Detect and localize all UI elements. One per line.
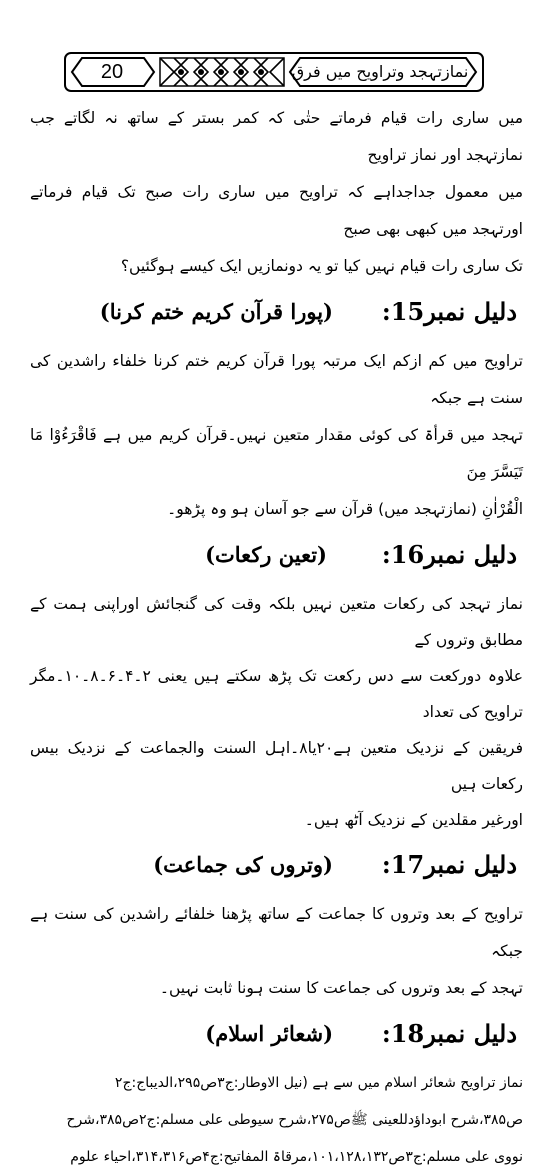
page-header bbox=[64, 52, 484, 92]
dalil-15-line-3: الْقُرْاٰنِ (نمازتہجد میں) قرآن سے جو آسان ہو وہ پڑھو۔ bbox=[167, 500, 523, 518]
dalil-16-line-2: علاوہ دورکعت سے دس رکعت تک پڑھ سکتے ہیں یعنی ۲۔۴۔۶۔۸۔۱۰۔مگر تراویح کی تعداد bbox=[30, 667, 523, 721]
intro-line-2: میں معمول جداجداہے کہ تراویح میں ساری رات صبح تک قیام فرماتے اورتہجد میں کبھی بھی صبح bbox=[30, 183, 523, 238]
dalil-15-line-2: تہجد میں قرأۃ کی کوئی مقدار متعین نہیں۔قرآن کریم میں ہے فَاقْرَءُوْا مَا تَیَسَّرَ مِنَ bbox=[30, 426, 523, 481]
dalil-16-heading bbox=[30, 534, 523, 582]
dalil-18-label: دلیل نمبر18: bbox=[381, 1019, 517, 1048]
dalil-18-line-2: ص۳۸۵،شرح ابوداؤدللعینی ﷺص۲۷۵،شرح سیوطی علی مسلم:ج۲ص۳۸۵،شرح bbox=[66, 1112, 523, 1128]
running-title: نمازتہجد وتراویح میں فرق bbox=[291, 62, 469, 81]
dalil-15-heading bbox=[30, 291, 523, 339]
dalil-15-topic: (پورا قرآن کریم ختم کرنا) bbox=[99, 299, 333, 324]
dalil-16-line-1: نماز تہجد کی رکعات متعین نہیں بلکہ وقت کی گنجائش اوراپنی ہمت کے مطابق وتروں کے bbox=[30, 595, 523, 649]
dalil-17-topic: (وتروں کی جماعت) bbox=[153, 852, 333, 877]
dalil-16-topic: (تعین رکعات) bbox=[205, 542, 327, 567]
dalil-17-line-1: تراویح کے بعد وتروں کا جماعت کے ساتھ پڑھنا خلفائے راشدین کی سنت ہے جبکہ bbox=[30, 905, 523, 960]
dalil-18-line-1: نماز تراویح شعائر اسلام میں سے ہے (نیل الاوطار:ج۳ص۲۹۵،الدیباج:ج۲ bbox=[114, 1075, 523, 1091]
dalil-18-topic: (شعائر اسلام) bbox=[205, 1021, 333, 1046]
dalil-17-line-2: تہجد کے بعد وتروں کی جماعت کا سنت ہونا ثابت نہیں۔ bbox=[159, 979, 523, 997]
intro-line-3: تک ساری رات قیام نہیں کیا تو یہ دونمازیں ایک کیسے ہوگئیں؟ bbox=[120, 257, 523, 275]
dalil-15-line-1: تراویح میں کم ازکم ایک مرتبہ پورا قرآن کریم ختم کرنا خلفاء راشدین کی سنت ہے جبکہ bbox=[30, 352, 523, 407]
dalil-17-label: دلیل نمبر17: bbox=[381, 850, 517, 879]
dalil-16-label: دلیل نمبر16: bbox=[381, 540, 517, 569]
dalil-15-label: دلیل نمبر15: bbox=[381, 297, 517, 326]
intro-line-1: میں ساری رات قیام فرماتے حتٰی کہ کمر بستر کے ساتھ نہ لگاتے جب نمازتہجد اور نماز تراویح bbox=[30, 109, 523, 164]
dalil-17-heading bbox=[30, 844, 523, 892]
dalil-18-line-3: نووی علی مسلم:ج۳ص۱۰۱،۱۲۸،۱۳۲،مرقاۃ المفاتیح:ج۴ص۳۱۴،۳۱۶،احیاء علوم bbox=[70, 1149, 523, 1165]
dalil-18-heading bbox=[30, 1013, 523, 1061]
page-number: 20 bbox=[100, 60, 124, 83]
dalil-16-line-3: فریقین کے نزدیک متعین ہے۲۰یا۸۔اہل السنت والجماعت کے نزدیک بیس رکعات ہیں bbox=[30, 739, 523, 793]
dalil-16-line-4: اورغیر مقلدین کے نزدیک آٹھ ہیں۔ bbox=[304, 811, 523, 829]
page-body bbox=[30, 100, 523, 1176]
